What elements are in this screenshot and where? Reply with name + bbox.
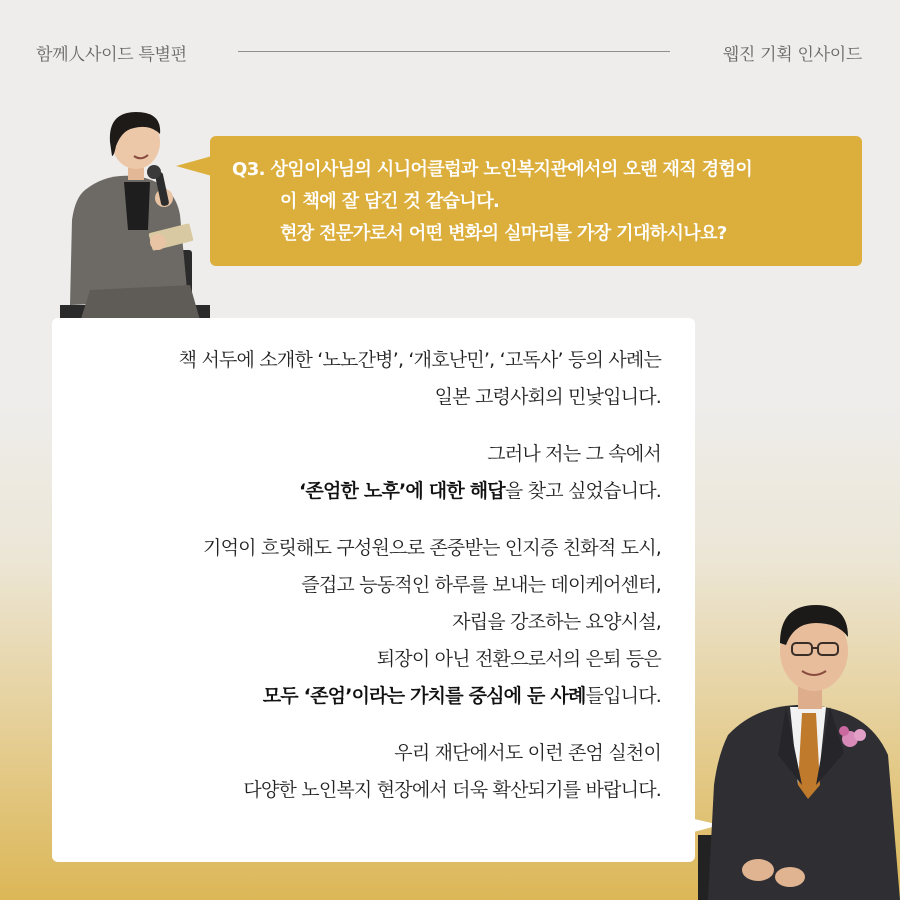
answer-line: 자립을 강조하는 요양시설, xyxy=(452,611,661,633)
speaker-photo-male xyxy=(698,585,900,900)
answer-line xyxy=(72,473,661,510)
question-line: 현장 전문가로서 어떤 변화의 실마리를 가장 기대하시나요? xyxy=(280,223,727,244)
answer-line-rest: 들입니다. xyxy=(585,685,661,707)
answer-paragraph xyxy=(72,436,661,510)
answer-emphasis: 모두 ‘존엄’이라는 가치를 중심에 둔 사례 xyxy=(262,685,586,707)
answer-line: 책 서두에 소개한 ‘노노간병’, ‘개호난민’, ‘고독사’ 등의 사례는 xyxy=(178,349,661,371)
answer-line: 일본 고령사회의 민낯입니다. xyxy=(434,386,661,408)
answer-line: 퇴장이 아닌 전환으로서의 은퇴 등은 xyxy=(376,648,661,670)
answer-line: 그러나 저는 그 속에서 xyxy=(487,443,661,465)
answer-paragraph xyxy=(72,735,661,809)
answer-paragraph xyxy=(72,530,661,715)
answer-line-rest: 을 찾고 싶었습니다. xyxy=(504,480,661,502)
answer-line: 기억이 흐릿해도 구성원으로 존중받는 인지증 친화적 도시, xyxy=(203,537,661,559)
answer-emphasis: ‘존엄한 노후’에 대한 해답 xyxy=(299,480,505,502)
series-title: 함께人사이드 특별편 xyxy=(36,45,187,65)
answer-line xyxy=(72,678,661,715)
answer-line: 다양한 노인복지 현장에서 더욱 확산되기를 바랍니다. xyxy=(243,779,661,801)
answer-line: 즐겁고 능동적인 하루를 보내는 데이케어센터, xyxy=(301,574,661,596)
header-divider xyxy=(238,51,670,52)
section-title: 웹진 기획 인사이드 xyxy=(722,45,862,65)
answer-paragraph xyxy=(72,342,661,416)
answer-card xyxy=(52,318,695,862)
answer-line: 우리 재단에서도 이런 존엄 실천이 xyxy=(394,742,661,764)
question-line: 이 책에 잘 담긴 것 같습니다. xyxy=(280,191,500,212)
question-line: Q3. 상임이사님의 시니어클럽과 노인복지관에서의 오랜 재직 경험이 xyxy=(232,159,753,180)
question-bubble xyxy=(210,136,862,266)
question-bubble-tail xyxy=(176,156,212,176)
